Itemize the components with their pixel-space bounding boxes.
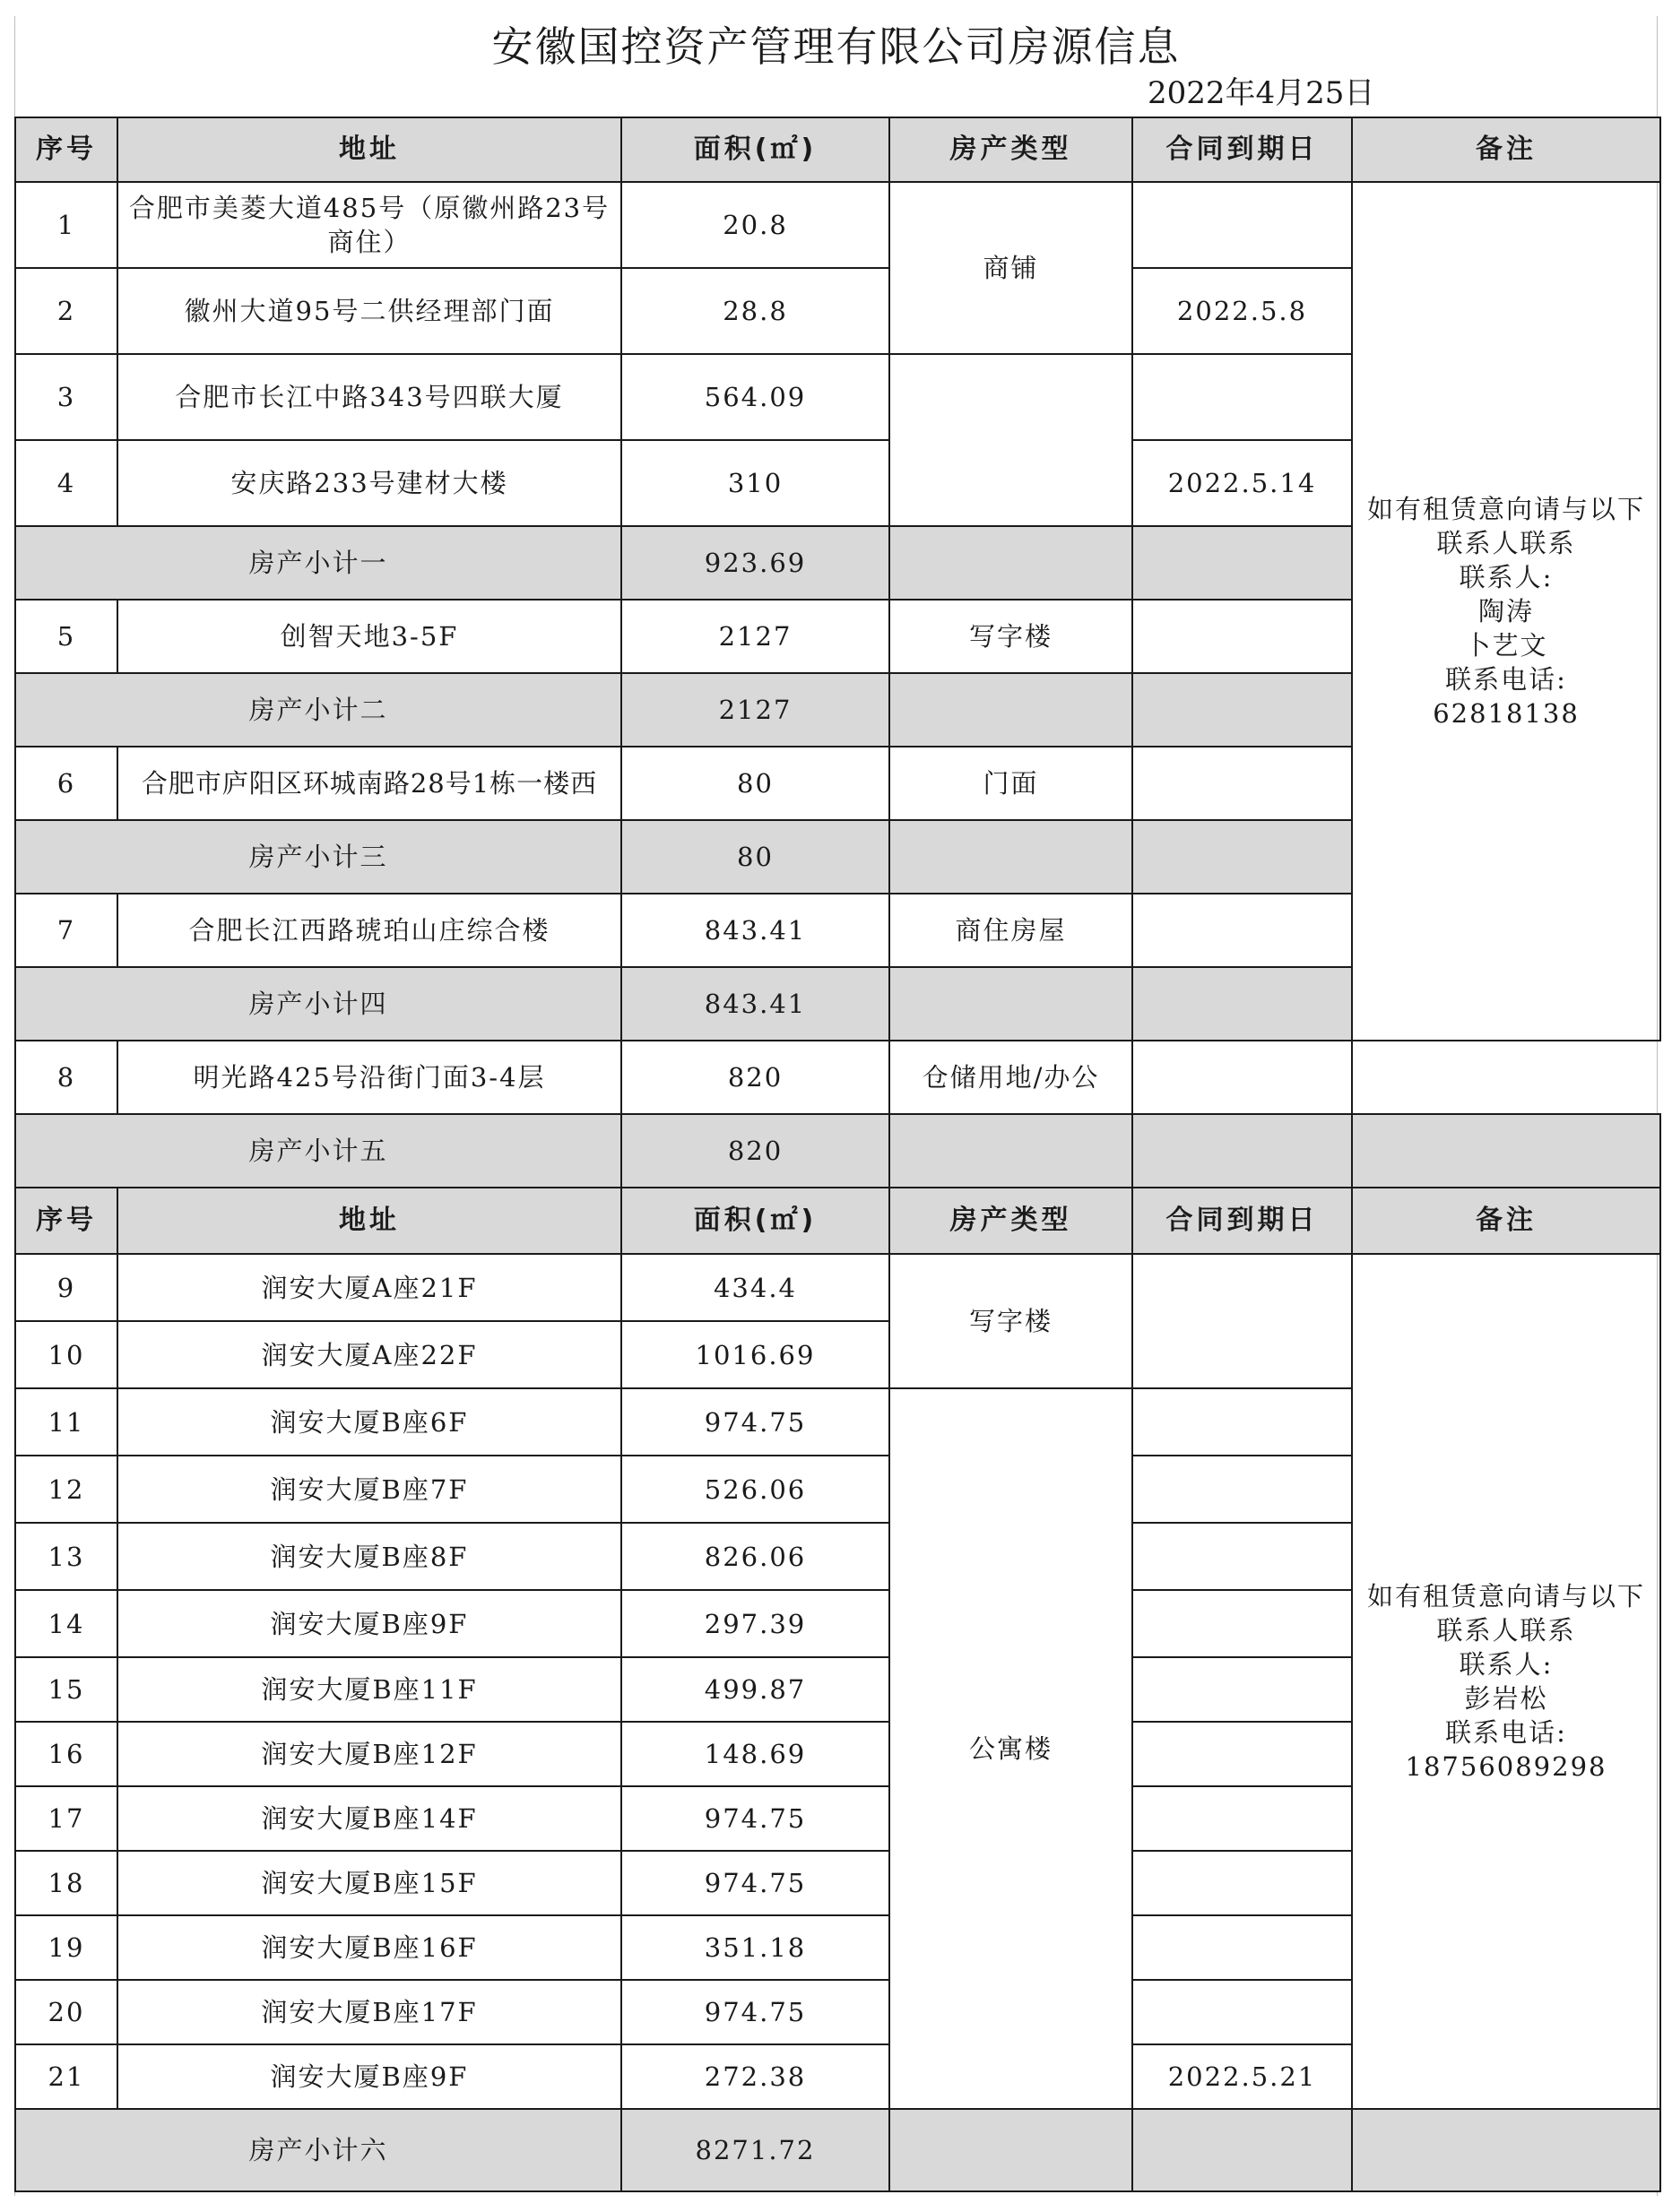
cell-seq: 16 xyxy=(15,1722,117,1786)
header-remark: 备注 xyxy=(1352,1188,1660,1254)
cell-area: 499.87 xyxy=(621,1657,889,1722)
cell-area: 564.09 xyxy=(621,354,889,440)
cell-area: 272.38 xyxy=(621,2044,889,2109)
report-date: 2022年4月25日 xyxy=(1148,75,1375,111)
subtotal-area: 820 xyxy=(621,1114,889,1188)
subtotal-expire xyxy=(1132,526,1352,600)
cell-address: 合肥市长江中路343号四联大厦 xyxy=(117,354,621,440)
cell-seq: 17 xyxy=(15,1786,117,1851)
cell-area: 80 xyxy=(621,747,889,820)
cell-address: 润安大厦B座15F xyxy=(117,1851,621,1915)
remark-contact-name: 陶涛 xyxy=(1477,596,1534,626)
subtotal-label: 房产小计二 xyxy=(15,673,621,747)
subtotal-row xyxy=(15,1114,1660,1188)
cell-address: 润安大厦B座16F xyxy=(117,1915,621,1980)
cell-area: 526.06 xyxy=(621,1456,889,1523)
cell-expire xyxy=(1132,1980,1352,2044)
header-seq: 序号 xyxy=(15,1188,117,1254)
cell-area: 2127 xyxy=(621,600,889,673)
cell-seq: 13 xyxy=(15,1523,117,1590)
cell-address: 徽州大道95号二供经理部门面 xyxy=(117,268,621,354)
page-title: 安徽国控资产管理有限公司房源信息 xyxy=(491,22,1181,71)
cell-type: 写字楼 xyxy=(889,600,1132,673)
subtotal-expire xyxy=(1132,967,1352,1041)
cell-area: 974.75 xyxy=(621,1786,889,1851)
cell-area: 28.8 xyxy=(621,268,889,354)
remark-contact-2 xyxy=(1352,1254,1660,2109)
cell-expire xyxy=(1132,1041,1352,1114)
subtotal-area: 8271.72 xyxy=(621,2109,889,2191)
subtotal-label: 房产小计一 xyxy=(15,526,621,600)
property-table xyxy=(14,117,1661,2192)
cell-seq: 21 xyxy=(15,2044,117,2109)
header-expire: 合同到期日 xyxy=(1132,117,1352,182)
cell-expire xyxy=(1132,1388,1352,1456)
cell-type-apartment: 公寓楼 xyxy=(889,1388,1132,2109)
header-area: 面积(㎡) xyxy=(621,117,889,182)
cell-expire xyxy=(1132,1851,1352,1915)
cell-type: 门面 xyxy=(889,747,1132,820)
cell-expire: 2022.5.14 xyxy=(1132,440,1352,526)
cell-seq: 7 xyxy=(15,894,117,967)
subtotal-label: 房产小计三 xyxy=(15,820,621,894)
cell-seq: 11 xyxy=(15,1388,117,1456)
cell-expire: 2022.5.21 xyxy=(1132,2044,1352,2109)
cell-seq: 5 xyxy=(15,600,117,673)
cell-seq: 18 xyxy=(15,1851,117,1915)
subtotal-expire xyxy=(1132,1114,1352,1188)
cell-type: 商住房屋 xyxy=(889,894,1132,967)
cell-expire xyxy=(1132,1523,1352,1590)
cell-area: 974.75 xyxy=(621,1388,889,1456)
remark-phone: 18756089298 xyxy=(1405,1751,1607,1782)
header-seq: 序号 xyxy=(15,117,117,182)
cell-address: 润安大厦B座9F xyxy=(117,2044,621,2109)
cell-seq: 3 xyxy=(15,354,117,440)
cell-address: 明光路425号沿街门面3-4层 xyxy=(117,1041,621,1114)
subtotal-type xyxy=(889,967,1132,1041)
cell-expire xyxy=(1132,1254,1352,1388)
header-address: 地址 xyxy=(117,117,621,182)
cell-expire xyxy=(1132,1456,1352,1523)
cell-type-shop: 商铺 xyxy=(889,182,1132,354)
cell-type-office: 写字楼 xyxy=(889,1254,1132,1388)
cell-area: 20.8 xyxy=(621,182,889,268)
cell-address: 润安大厦B座7F xyxy=(117,1456,621,1523)
table-row xyxy=(15,182,1660,268)
cell-address: 润安大厦A座22F xyxy=(117,1321,621,1388)
cell-expire xyxy=(1132,894,1352,967)
remark-contact-label: 联系人: xyxy=(1459,1649,1554,1680)
cell-seq: 15 xyxy=(15,1657,117,1722)
cell-expire xyxy=(1132,354,1352,440)
cell-area: 820 xyxy=(621,1041,889,1114)
cell-address: 润安大厦B座17F xyxy=(117,1980,621,2044)
subtotal-label: 房产小计六 xyxy=(15,2109,621,2191)
cell-expire xyxy=(1132,1722,1352,1786)
remark-text: 如有租赁意向请与以下联系人联系 xyxy=(1366,1581,1645,1646)
remark-phone-label: 联系电话: xyxy=(1445,664,1567,695)
cell-address: 合肥长江西路琥珀山庄综合楼 xyxy=(117,894,621,967)
cell-expire xyxy=(1132,1786,1352,1851)
cell-area: 351.18 xyxy=(621,1915,889,1980)
cell-seq: 20 xyxy=(15,1980,117,2044)
header-type: 房产类型 xyxy=(889,117,1132,182)
cell-seq: 8 xyxy=(15,1041,117,1114)
cell-address: 润安大厦B座12F xyxy=(117,1722,621,1786)
subtotal-expire xyxy=(1132,673,1352,747)
subtotal-type xyxy=(889,820,1132,894)
cell-expire xyxy=(1132,600,1352,673)
cell-seq: 9 xyxy=(15,1254,117,1321)
subtotal-expire xyxy=(1132,820,1352,894)
cell-type-empty xyxy=(889,354,1132,526)
subtotal-remark xyxy=(1352,1114,1660,1188)
header-type: 房产类型 xyxy=(889,1188,1132,1254)
cell-expire: 2022.5.8 xyxy=(1132,268,1352,354)
cell-address: 创智天地3-5F xyxy=(117,600,621,673)
cell-area: 826.06 xyxy=(621,1523,889,1590)
remark-contact-1 xyxy=(1352,182,1660,1041)
cell-address: 合肥市美菱大道485号（原徽州路23号商住） xyxy=(117,182,621,268)
cell-expire xyxy=(1132,1590,1352,1657)
cell-area: 1016.69 xyxy=(621,1321,889,1388)
cell-seq: 12 xyxy=(15,1456,117,1523)
cell-address: 合肥市庐阳区环城南路28号1栋一楼西 xyxy=(117,747,621,820)
cell-expire xyxy=(1132,747,1352,820)
remark-contact-label: 联系人: xyxy=(1459,562,1554,592)
cell-address: 润安大厦B座11F xyxy=(117,1657,621,1722)
cell-address: 润安大厦B座9F xyxy=(117,1590,621,1657)
cell-address: 润安大厦A座21F xyxy=(117,1254,621,1321)
cell-expire xyxy=(1132,1915,1352,1980)
cell-seq: 19 xyxy=(15,1915,117,1980)
cell-area: 974.75 xyxy=(621,1980,889,2044)
cell-area: 310 xyxy=(621,440,889,526)
header-expire: 合同到期日 xyxy=(1132,1188,1352,1254)
header-address: 地址 xyxy=(117,1188,621,1254)
subtotal-type xyxy=(889,526,1132,600)
subtotal-row xyxy=(15,2109,1660,2191)
cell-type: 仓储用地/办公 xyxy=(889,1041,1132,1114)
table-header-row xyxy=(15,1188,1660,1254)
cell-address: 润安大厦B座14F xyxy=(117,1786,621,1851)
header-remark: 备注 xyxy=(1352,117,1660,182)
cell-area: 434.4 xyxy=(621,1254,889,1321)
subtotal-area: 923.69 xyxy=(621,526,889,600)
cell-seq: 4 xyxy=(15,440,117,526)
cell-address: 润安大厦B座8F xyxy=(117,1523,621,1590)
subtotal-type xyxy=(889,1114,1132,1188)
remark-text: 如有租赁意向请与以下联系人联系 xyxy=(1366,494,1645,558)
table-row xyxy=(15,1041,1660,1114)
subtotal-remark xyxy=(1352,2109,1660,2191)
header-area: 面积(㎡) xyxy=(621,1188,889,1254)
remark-phone-label: 联系电话: xyxy=(1445,1717,1567,1748)
cell-area: 974.75 xyxy=(621,1851,889,1915)
cell-address: 润安大厦B座6F xyxy=(117,1388,621,1456)
subtotal-expire xyxy=(1132,2109,1352,2191)
cell-seq: 10 xyxy=(15,1321,117,1388)
subtotal-area: 80 xyxy=(621,820,889,894)
cell-seq: 2 xyxy=(15,268,117,354)
remark-contact-name: 彭岩松 xyxy=(1464,1683,1548,1714)
subtotal-area: 2127 xyxy=(621,673,889,747)
remark-contact-name: 卜艺文 xyxy=(1464,630,1548,661)
subtotal-type xyxy=(889,673,1132,747)
cell-seq: 6 xyxy=(15,747,117,820)
cell-address: 安庆路233号建材大楼 xyxy=(117,440,621,526)
cell-seq: 1 xyxy=(15,182,117,268)
cell-seq: 14 xyxy=(15,1590,117,1657)
subtotal-area: 843.41 xyxy=(621,967,889,1041)
subtotal-label: 房产小计四 xyxy=(15,967,621,1041)
table-row xyxy=(15,1254,1660,1321)
cell-area: 843.41 xyxy=(621,894,889,967)
cell-area: 297.39 xyxy=(621,1590,889,1657)
cell-expire xyxy=(1132,1657,1352,1722)
cell-expire xyxy=(1132,182,1352,268)
remark-phone: 62818138 xyxy=(1433,698,1580,729)
subtotal-type xyxy=(889,2109,1132,2191)
table-header-row xyxy=(15,117,1660,182)
cell-area: 148.69 xyxy=(621,1722,889,1786)
subtotal-label: 房产小计五 xyxy=(15,1114,621,1188)
